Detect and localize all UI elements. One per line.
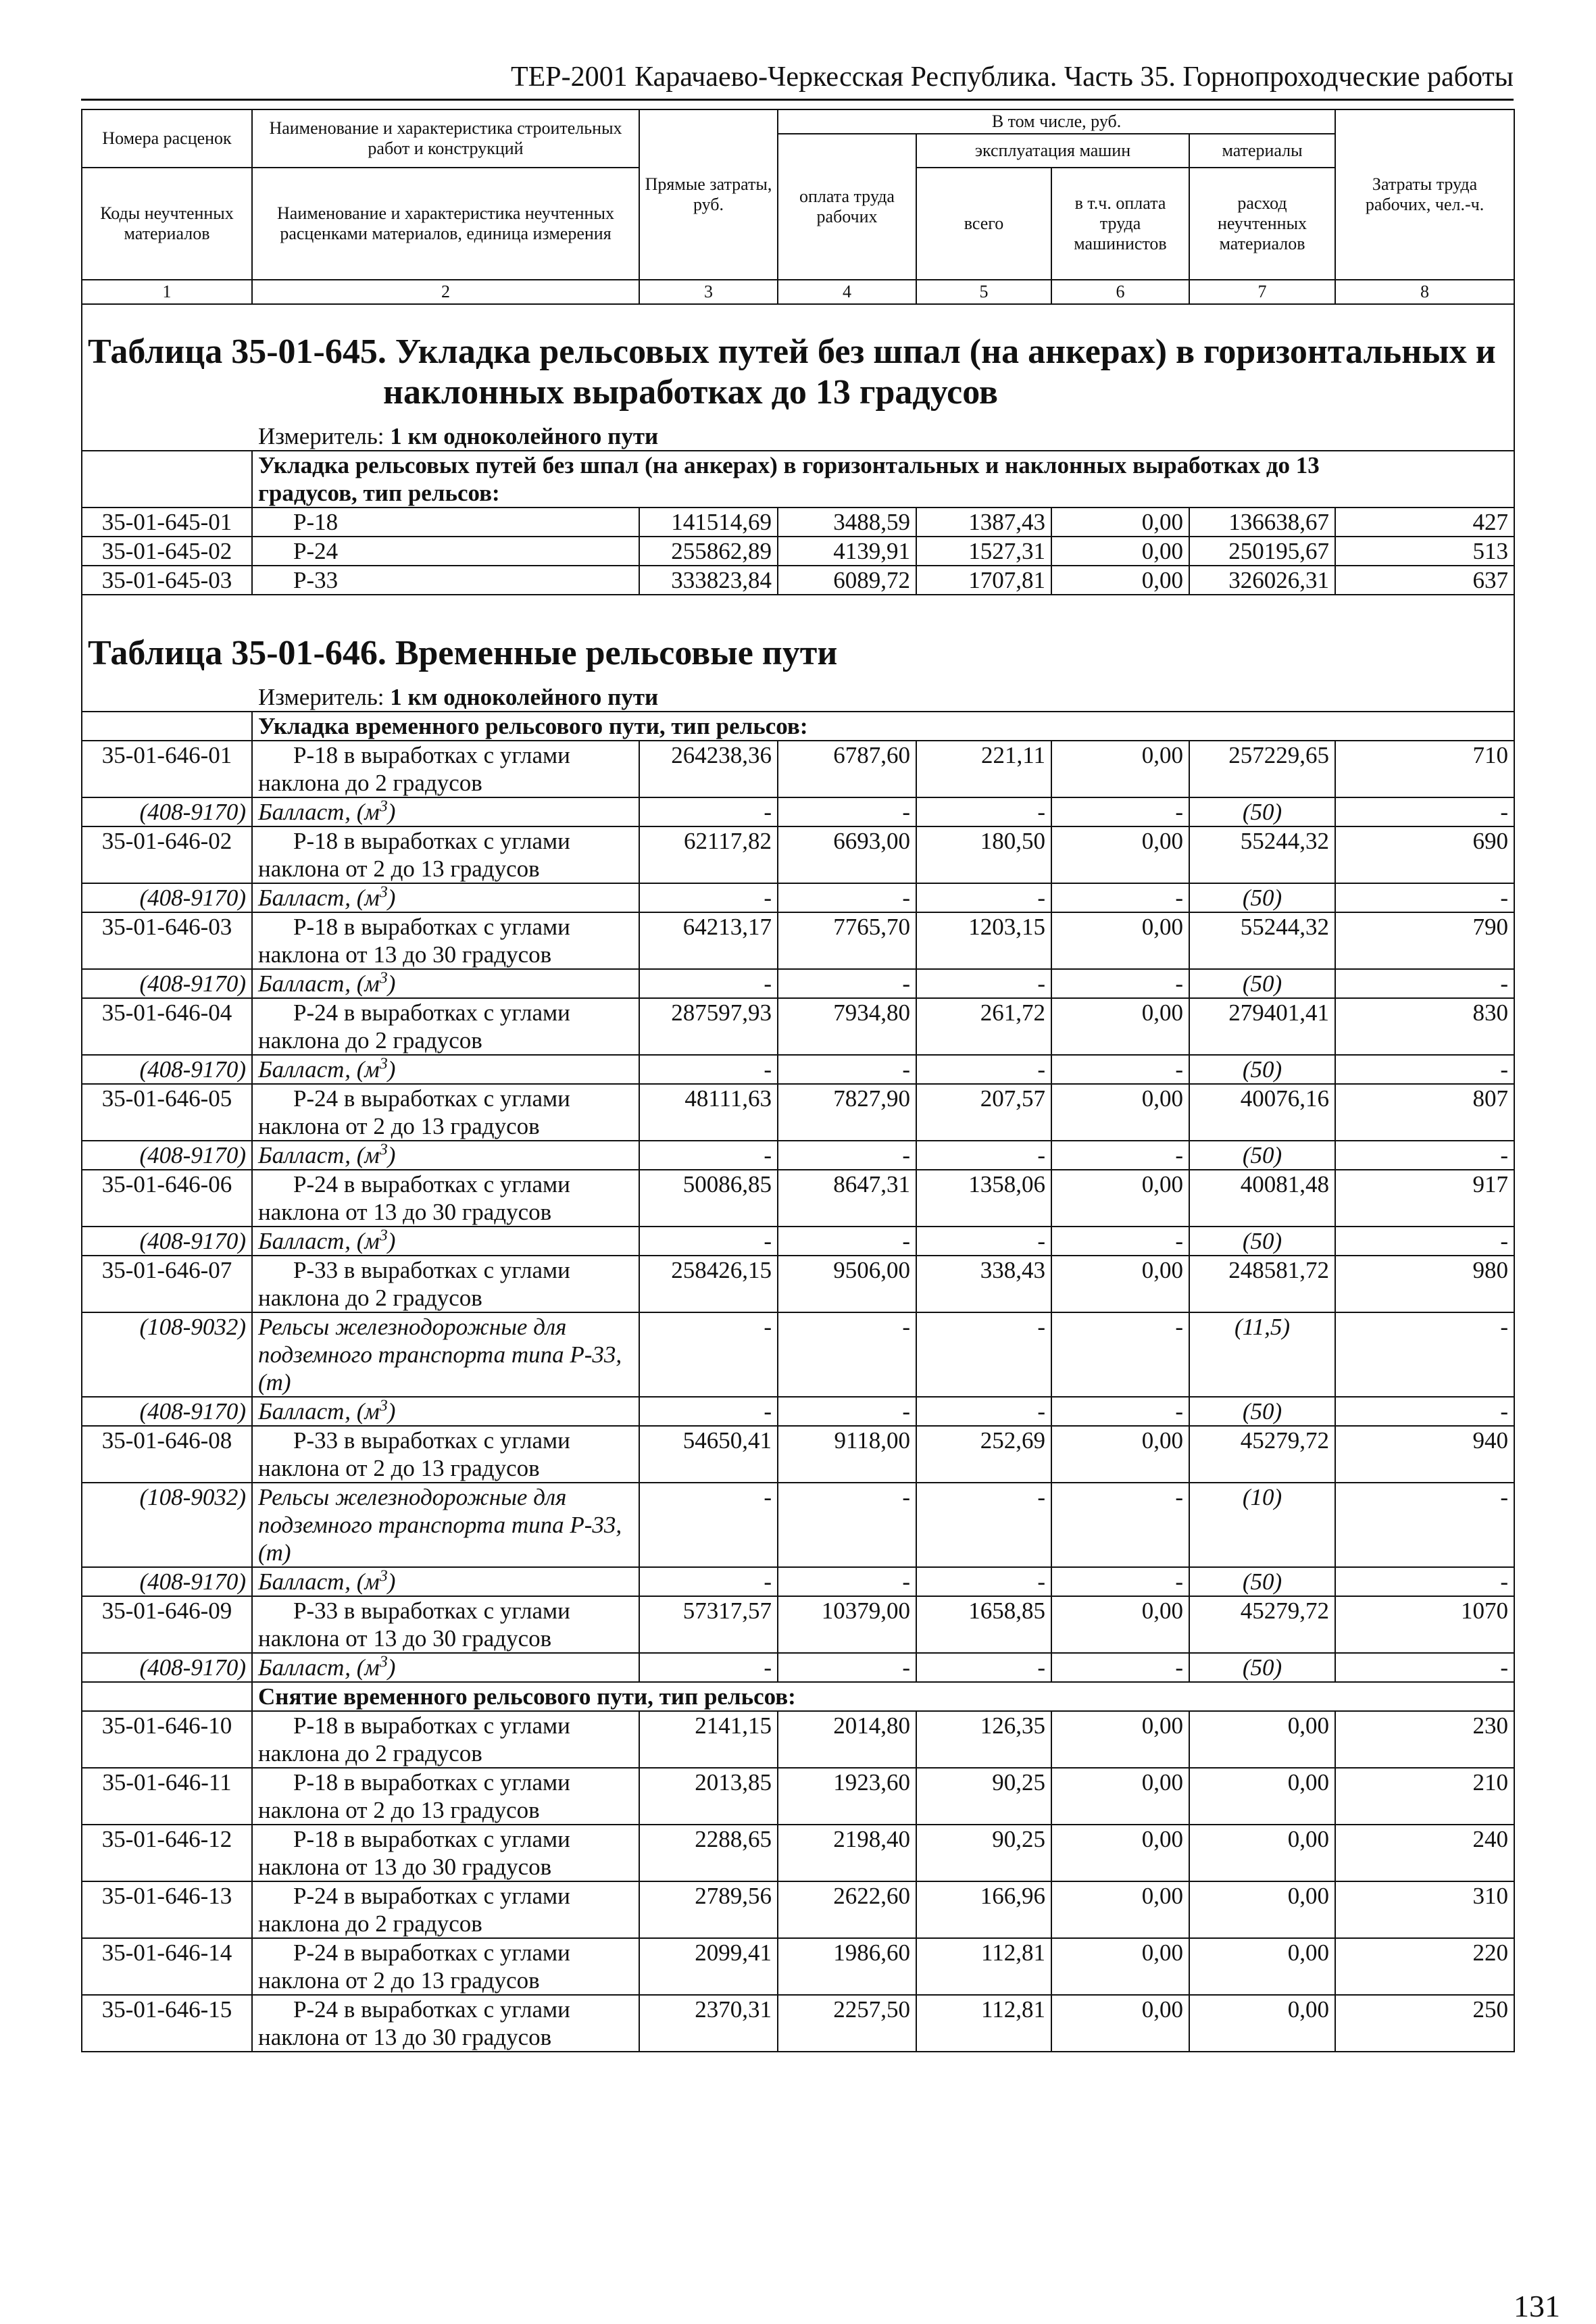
cell-c5: 207,57 (916, 1084, 1051, 1141)
cell-c3: 287597,93 (639, 998, 778, 1055)
cell-c3: 57317,57 (639, 1596, 778, 1653)
cell-dash: - (778, 969, 916, 998)
cell-dash: - (639, 969, 778, 998)
cell-c3: 264238,36 (639, 741, 778, 797)
cell-c4: 2257,50 (778, 1995, 916, 2052)
cell-c3: 48111,63 (639, 1084, 778, 1141)
cell-c7: 248581,72 (1189, 1256, 1335, 1312)
cell-c6: 0,00 (1051, 1995, 1189, 2052)
table-646-title: Таблица 35-01-646. Временные рельсовые пути (82, 595, 1514, 683)
material-code: (408-9170) (82, 969, 252, 998)
cell-c7: 279401,41 (1189, 998, 1335, 1055)
material-code: (408-9170) (82, 797, 252, 826)
cell-c3: 2013,85 (639, 1768, 778, 1825)
cell-dash: - (916, 1397, 1051, 1426)
material-row (82, 1227, 1514, 1256)
cell-c3: 62117,82 (639, 826, 778, 883)
cell-c7: 0,00 (1189, 1938, 1335, 1995)
cell-dash: - (778, 1483, 916, 1567)
table-row (82, 1825, 1514, 1881)
cell-c8: 310 (1335, 1881, 1514, 1938)
cell-dash: - (1051, 1055, 1189, 1084)
col2-top-header: Наименование и характеристика строительных работ и конструкций (252, 109, 639, 168)
cell-c8: 807 (1335, 1084, 1514, 1141)
cell-dash: - (639, 883, 778, 912)
cell-c5: 1658,85 (916, 1596, 1051, 1653)
rate-name: Р-33 (252, 566, 639, 595)
rate-name: Р-33 в выработках с углами наклона от 13 до 30 градусов (252, 1596, 639, 1653)
cell-c8: 220 (1335, 1938, 1514, 1995)
cell-dash: - (1335, 797, 1514, 826)
table-row (82, 566, 1514, 595)
table-row (82, 1084, 1514, 1141)
table-row (82, 1256, 1514, 1312)
material-row (82, 1483, 1514, 1567)
material-qty: (50) (1189, 1055, 1335, 1084)
cell-c4: 8647,31 (778, 1170, 916, 1227)
material-name: Балласт, $(м^3)$ (252, 1567, 639, 1596)
material-name: Балласт, $(м^3)$ (252, 1141, 639, 1170)
rate-code: 35-01-646-02 (82, 826, 252, 883)
material-qty: (11,5) (1189, 1312, 1335, 1397)
cell-c7: 45279,72 (1189, 1596, 1335, 1653)
cell-c4: 6693,00 (778, 826, 916, 883)
cell-dash: - (1051, 1312, 1189, 1397)
cell-c4: 6089,72 (778, 566, 916, 595)
col-number: 8 (1335, 280, 1514, 304)
cell-c3: 141514,69 (639, 508, 778, 537)
material-name: Балласт, $(м^3)$ (252, 797, 639, 826)
col5-header: всего (916, 168, 1051, 280)
cell-c3: 54650,41 (639, 1426, 778, 1483)
cell-c4: 1923,60 (778, 1768, 916, 1825)
rate-code: 35-01-645-01 (82, 508, 252, 537)
rate-code: 35-01-646-07 (82, 1256, 252, 1312)
rate-name: Р-24 в выработках с углами наклона от 2 до 13 градусов (252, 1938, 639, 1995)
cell-dash: - (1051, 883, 1189, 912)
cell-c8: 980 (1335, 1256, 1514, 1312)
material-name: Балласт, $(м^3)$ (252, 1653, 639, 1682)
cell-c6: 0,00 (1051, 1426, 1189, 1483)
col-number: 6 (1051, 280, 1189, 304)
cell-dash: - (916, 1227, 1051, 1256)
cell-dash: - (778, 797, 916, 826)
cell-c3: 2099,41 (639, 1938, 778, 1995)
included-header: В том числе, руб. (778, 109, 1335, 134)
material-row (82, 969, 1514, 998)
cell-c5: 126,35 (916, 1711, 1051, 1768)
cell-dash: - (1051, 1653, 1189, 1682)
material-name: Рельсы железнодорожные для подземного транспорта типа Р-33, (т) (252, 1312, 639, 1397)
rate-name: Р-24 в выработках с углами наклона от 13 до 30 градусов (252, 1995, 639, 2052)
cell-dash: - (916, 1567, 1051, 1596)
cell-dash: - (1051, 1141, 1189, 1170)
cell-c7: 250195,67 (1189, 537, 1335, 566)
material-qty: (50) (1189, 1567, 1335, 1596)
rate-code: 35-01-646-12 (82, 1825, 252, 1881)
cell-c5: 1527,31 (916, 537, 1051, 566)
col-number: 1 (82, 280, 252, 304)
cell-c3: 2789,56 (639, 1881, 778, 1938)
cell-c5: 166,96 (916, 1881, 1051, 1938)
cell-c4: 9506,00 (778, 1256, 916, 1312)
cell-dash: - (639, 1055, 778, 1084)
cell-dash: - (916, 797, 1051, 826)
cell-c8: 917 (1335, 1170, 1514, 1227)
cell-c3: 255862,89 (639, 537, 778, 566)
cell-dash: - (1335, 883, 1514, 912)
rate-code: 35-01-646-08 (82, 1426, 252, 1483)
table-row (82, 1711, 1514, 1768)
cell-c4: 2198,40 (778, 1825, 916, 1881)
cell-dash: - (639, 1397, 778, 1426)
cell-c6: 0,00 (1051, 1256, 1189, 1312)
cell-c7: 0,00 (1189, 1881, 1335, 1938)
material-qty: (50) (1189, 1227, 1335, 1256)
cell-c3: 50086,85 (639, 1170, 778, 1227)
cell-c4: 2014,80 (778, 1711, 916, 1768)
col8-header: Затраты труда рабочих, чел.-ч. (1335, 109, 1514, 280)
cell-c5: 90,25 (916, 1825, 1051, 1881)
cell-c7: 0,00 (1189, 1825, 1335, 1881)
rate-name: Р-18 в выработках с углами наклона до 2 градусов (252, 1711, 639, 1768)
page-number: 131 (1514, 2289, 1560, 2323)
cell-dash: - (639, 1653, 778, 1682)
table-row (82, 1938, 1514, 1995)
rate-name: Р-24 в выработках с углами наклона до 2 градусов (252, 1881, 639, 1938)
cell-c4: 1986,60 (778, 1938, 916, 1995)
col1-top-header: Номера расценок (82, 109, 252, 168)
table-646-group-laying: Укладка временного рельсового пути, тип рельсов: (252, 712, 1514, 741)
material-name: Балласт, $(м^3)$ (252, 883, 639, 912)
table-row (82, 1596, 1514, 1653)
material-code: (408-9170) (82, 1141, 252, 1170)
cell-dash: - (1051, 1397, 1189, 1426)
cell-dash: - (778, 1227, 916, 1256)
cell-c8: 940 (1335, 1426, 1514, 1483)
cell-dash: - (916, 1055, 1051, 1084)
table-row (82, 1426, 1514, 1483)
cell-c8: 690 (1335, 826, 1514, 883)
cell-dash: - (916, 883, 1051, 912)
cell-c7: 45279,72 (1189, 1426, 1335, 1483)
col6-header: в т.ч. оплата труда машинистов (1051, 168, 1189, 280)
material-code: (108-9032) (82, 1312, 252, 1397)
cell-c5: 338,43 (916, 1256, 1051, 1312)
cell-c6: 0,00 (1051, 566, 1189, 595)
material-qty: (50) (1189, 969, 1335, 998)
rate-code: 35-01-645-03 (82, 566, 252, 595)
col1-bottom-header: Коды неучтенных материалов (82, 168, 252, 280)
material-qty: (50) (1189, 797, 1335, 826)
page (81, 61, 1560, 2323)
cell-c6: 0,00 (1051, 1825, 1189, 1881)
col-number: 2 (252, 280, 639, 304)
rate-code: 35-01-645-02 (82, 537, 252, 566)
cell-dash: - (639, 1312, 778, 1397)
table-row (82, 1170, 1514, 1227)
cell-c3: 2370,31 (639, 1995, 778, 2052)
material-row (82, 1397, 1514, 1426)
material-code: (408-9170) (82, 1653, 252, 1682)
rate-code: 35-01-646-01 (82, 741, 252, 797)
cell-c6: 0,00 (1051, 998, 1189, 1055)
material-name: Балласт, $(м^3)$ (252, 1055, 639, 1084)
cell-c8: 1070 (1335, 1596, 1514, 1653)
table-646-group-removal: Снятие временного рельсового пути, тип рельсов: (252, 1682, 1514, 1711)
table-row (82, 826, 1514, 883)
cell-c8: 250 (1335, 1995, 1514, 2052)
rate-name: Р-33 в выработках с углами наклона от 2 до 13 градусов (252, 1426, 639, 1483)
cell-c7: 136638,67 (1189, 508, 1335, 537)
table-645-title-line1: Таблица 35-01-645. Укладка рельсовых путей без шпал (на анкерах) в горизонтальных и (88, 332, 1496, 371)
col-number: 3 (639, 280, 778, 304)
table-row (82, 1881, 1514, 1938)
rate-name: Р-24 в выработках с углами наклона от 13 до 30 градусов (252, 1170, 639, 1227)
material-code: (108-9032) (82, 1483, 252, 1567)
cell-dash: - (639, 1227, 778, 1256)
cell-c6: 0,00 (1051, 741, 1189, 797)
cell-dash: - (778, 1397, 916, 1426)
cell-dash: - (916, 1312, 1051, 1397)
cell-dash: - (1335, 1483, 1514, 1567)
cell-c6: 0,00 (1051, 1084, 1189, 1141)
table-645-unit: Измеритель: 1 км одноколейного пути (82, 422, 1514, 451)
cell-c3: 64213,17 (639, 912, 778, 969)
cell-c8: 210 (1335, 1768, 1514, 1825)
cell-c7: 55244,32 (1189, 912, 1335, 969)
cell-c5: 112,81 (916, 1938, 1051, 1995)
rate-name: Р-18 в выработках с углами наклона от 13 до 30 градусов (252, 1825, 639, 1881)
cell-c4: 3488,59 (778, 508, 916, 537)
cell-c7: 55244,32 (1189, 826, 1335, 883)
table-header (82, 109, 1514, 304)
rate-name: Р-18 в выработках с углами наклона до 2 градусов (252, 741, 639, 797)
cell-dash: - (1335, 1227, 1514, 1256)
cell-dash: - (778, 883, 916, 912)
table-645-group: Укладка рельсовых путей без шпал (на анкерах) в горизонтальных и наклонных выработках до 13 градусов, тип рельсов: (252, 451, 1514, 508)
machines-header: эксплуатация машин (916, 134, 1189, 168)
cell-c4: 6787,60 (778, 741, 916, 797)
col7-header: расход неучтенных материалов (1189, 168, 1335, 280)
cell-dash: - (916, 1483, 1051, 1567)
table-646 (82, 595, 1514, 2052)
cell-c5: 252,69 (916, 1426, 1051, 1483)
table-645 (82, 304, 1514, 595)
cell-c8: 230 (1335, 1711, 1514, 1768)
material-code: (408-9170) (82, 883, 252, 912)
table-row (82, 1995, 1514, 2052)
cell-c8: 240 (1335, 1825, 1514, 1881)
rate-code: 35-01-646-14 (82, 1938, 252, 1995)
cell-dash: - (778, 1141, 916, 1170)
cell-c6: 0,00 (1051, 537, 1189, 566)
rate-name: Р-33 в выработках с углами наклона до 2 градусов (252, 1256, 639, 1312)
rate-code: 35-01-646-10 (82, 1711, 252, 1768)
cell-c4: 9118,00 (778, 1426, 916, 1483)
cell-c4: 7934,80 (778, 998, 916, 1055)
cell-c7: 0,00 (1189, 1995, 1335, 2052)
rate-code: 35-01-646-15 (82, 1995, 252, 2052)
cell-c5: 1358,06 (916, 1170, 1051, 1227)
cell-c6: 0,00 (1051, 508, 1189, 537)
cell-dash: - (639, 1567, 778, 1596)
rate-code: 35-01-646-05 (82, 1084, 252, 1141)
cell-dash: - (1051, 1227, 1189, 1256)
cell-c5: 1387,43 (916, 508, 1051, 537)
cell-dash: - (1051, 797, 1189, 826)
cell-dash: - (639, 1141, 778, 1170)
cell-dash: - (1335, 1567, 1514, 1596)
cell-dash: - (916, 1653, 1051, 1682)
cell-dash: - (1335, 1141, 1514, 1170)
material-name: Балласт, $(м^3)$ (252, 969, 639, 998)
cell-c6: 0,00 (1051, 1768, 1189, 1825)
cell-c5: 1203,15 (916, 912, 1051, 969)
cell-c8: 637 (1335, 566, 1514, 595)
table-645-title (82, 304, 1514, 422)
rate-name: Р-18 в выработках с углами наклона от 2 до 13 градусов (252, 826, 639, 883)
material-row (82, 1141, 1514, 1170)
cell-c4: 10379,00 (778, 1596, 916, 1653)
rate-code: 35-01-646-03 (82, 912, 252, 969)
material-row (82, 1653, 1514, 1682)
material-row (82, 1055, 1514, 1084)
cell-dash: - (778, 1312, 916, 1397)
cell-c8: 790 (1335, 912, 1514, 969)
cell-c7: 40081,48 (1189, 1170, 1335, 1227)
table-row (82, 1768, 1514, 1825)
cell-c5: 112,81 (916, 1995, 1051, 2052)
cell-c6: 0,00 (1051, 1881, 1189, 1938)
material-qty: (50) (1189, 883, 1335, 912)
cell-dash: - (1335, 1397, 1514, 1426)
material-row (82, 797, 1514, 826)
material-row (82, 1567, 1514, 1596)
rate-name: Р-24 в выработках с углами наклона от 2 до 13 градусов (252, 1084, 639, 1141)
cell-c4: 2622,60 (778, 1881, 916, 1938)
running-header: ТЕР-2001 Карачаево-Черкесская Республика. Часть 35. Горнопроходческие работы (81, 61, 1514, 101)
col3-header: Прямые затраты, руб. (639, 109, 778, 280)
table-row (82, 537, 1514, 566)
cell-c5: 1707,81 (916, 566, 1051, 595)
cell-c8: 710 (1335, 741, 1514, 797)
material-code: (408-9170) (82, 1397, 252, 1426)
material-row (82, 1312, 1514, 1397)
cell-c6: 0,00 (1051, 1711, 1189, 1768)
col-number: 4 (778, 280, 916, 304)
cell-dash: - (639, 797, 778, 826)
cell-c6: 0,00 (1051, 1170, 1189, 1227)
cell-c6: 0,00 (1051, 912, 1189, 969)
table-row (82, 741, 1514, 797)
cell-dash: - (1335, 1312, 1514, 1397)
cell-c7: 0,00 (1189, 1711, 1335, 1768)
cell-c3: 333823,84 (639, 566, 778, 595)
rate-code: 35-01-646-13 (82, 1881, 252, 1938)
material-qty: (50) (1189, 1653, 1335, 1682)
cell-c3: 2288,65 (639, 1825, 778, 1881)
cell-c8: 830 (1335, 998, 1514, 1055)
col-number: 7 (1189, 280, 1335, 304)
rate-code: 35-01-646-11 (82, 1768, 252, 1825)
rate-name: Р-18 в выработках с углами наклона от 13 до 30 градусов (252, 912, 639, 969)
rate-name: Р-24 в выработках с углами наклона до 2 градусов (252, 998, 639, 1055)
material-code: (408-9170) (82, 1055, 252, 1084)
materials-header: материалы (1189, 134, 1335, 168)
cell-c3: 2141,15 (639, 1711, 778, 1768)
table-645-title-line2: наклонных выработках до 13 градусов (383, 373, 998, 412)
cell-c4: 7827,90 (778, 1084, 916, 1141)
table-row (82, 508, 1514, 537)
col4-header: оплата труда рабочих (778, 134, 916, 280)
cell-c3: 258426,15 (639, 1256, 778, 1312)
cell-c5: 90,25 (916, 1768, 1051, 1825)
table-row (82, 998, 1514, 1055)
material-qty: (10) (1189, 1483, 1335, 1567)
rates-table (81, 109, 1515, 2052)
material-row (82, 883, 1514, 912)
cell-c7: 257229,65 (1189, 741, 1335, 797)
table-646-unit: Измеритель: 1 км одноколейного пути (82, 683, 1514, 712)
cell-dash: - (1051, 1483, 1189, 1567)
cell-dash: - (639, 1483, 778, 1567)
rate-code: 35-01-646-04 (82, 998, 252, 1055)
rate-code: 35-01-646-06 (82, 1170, 252, 1227)
rate-name: Р-24 (252, 537, 639, 566)
cell-dash: - (778, 1567, 916, 1596)
cell-dash: - (1335, 969, 1514, 998)
table-row (82, 912, 1514, 969)
material-code: (408-9170) (82, 1227, 252, 1256)
cell-c4: 7765,70 (778, 912, 916, 969)
material-qty: (50) (1189, 1397, 1335, 1426)
rate-code: 35-01-646-09 (82, 1596, 252, 1653)
cell-c5: 180,50 (916, 826, 1051, 883)
material-name: Балласт, $(м^3)$ (252, 1397, 639, 1426)
cell-dash: - (1335, 1653, 1514, 1682)
col2-bottom-header: Наименование и характеристика неучтенных расценками материалов, единица измерения (252, 168, 639, 280)
rate-name: Р-18 в выработках с углами наклона от 2 до 13 градусов (252, 1768, 639, 1825)
cell-c4: 4139,91 (778, 537, 916, 566)
cell-c6: 0,00 (1051, 826, 1189, 883)
cell-c5: 221,11 (916, 741, 1051, 797)
cell-dash: - (1051, 969, 1189, 998)
cell-dash: - (916, 969, 1051, 998)
col-number: 5 (916, 280, 1051, 304)
cell-dash: - (1335, 1055, 1514, 1084)
cell-dash: - (1051, 1567, 1189, 1596)
cell-c8: 427 (1335, 508, 1514, 537)
cell-dash: - (778, 1653, 916, 1682)
cell-c8: 513 (1335, 537, 1514, 566)
cell-c7: 0,00 (1189, 1768, 1335, 1825)
material-qty: (50) (1189, 1141, 1335, 1170)
cell-dash: - (916, 1141, 1051, 1170)
cell-c6: 0,00 (1051, 1596, 1189, 1653)
cell-c7: 40076,16 (1189, 1084, 1335, 1141)
cell-c5: 261,72 (916, 998, 1051, 1055)
material-code: (408-9170) (82, 1567, 252, 1596)
rate-name: Р-18 (252, 508, 639, 537)
cell-c7: 326026,31 (1189, 566, 1335, 595)
material-name: Балласт, $(м^3)$ (252, 1227, 639, 1256)
cell-dash: - (778, 1055, 916, 1084)
cell-c6: 0,00 (1051, 1938, 1189, 1995)
material-name: Рельсы железнодорожные для подземного транспорта типа Р-33, (т) (252, 1483, 639, 1567)
